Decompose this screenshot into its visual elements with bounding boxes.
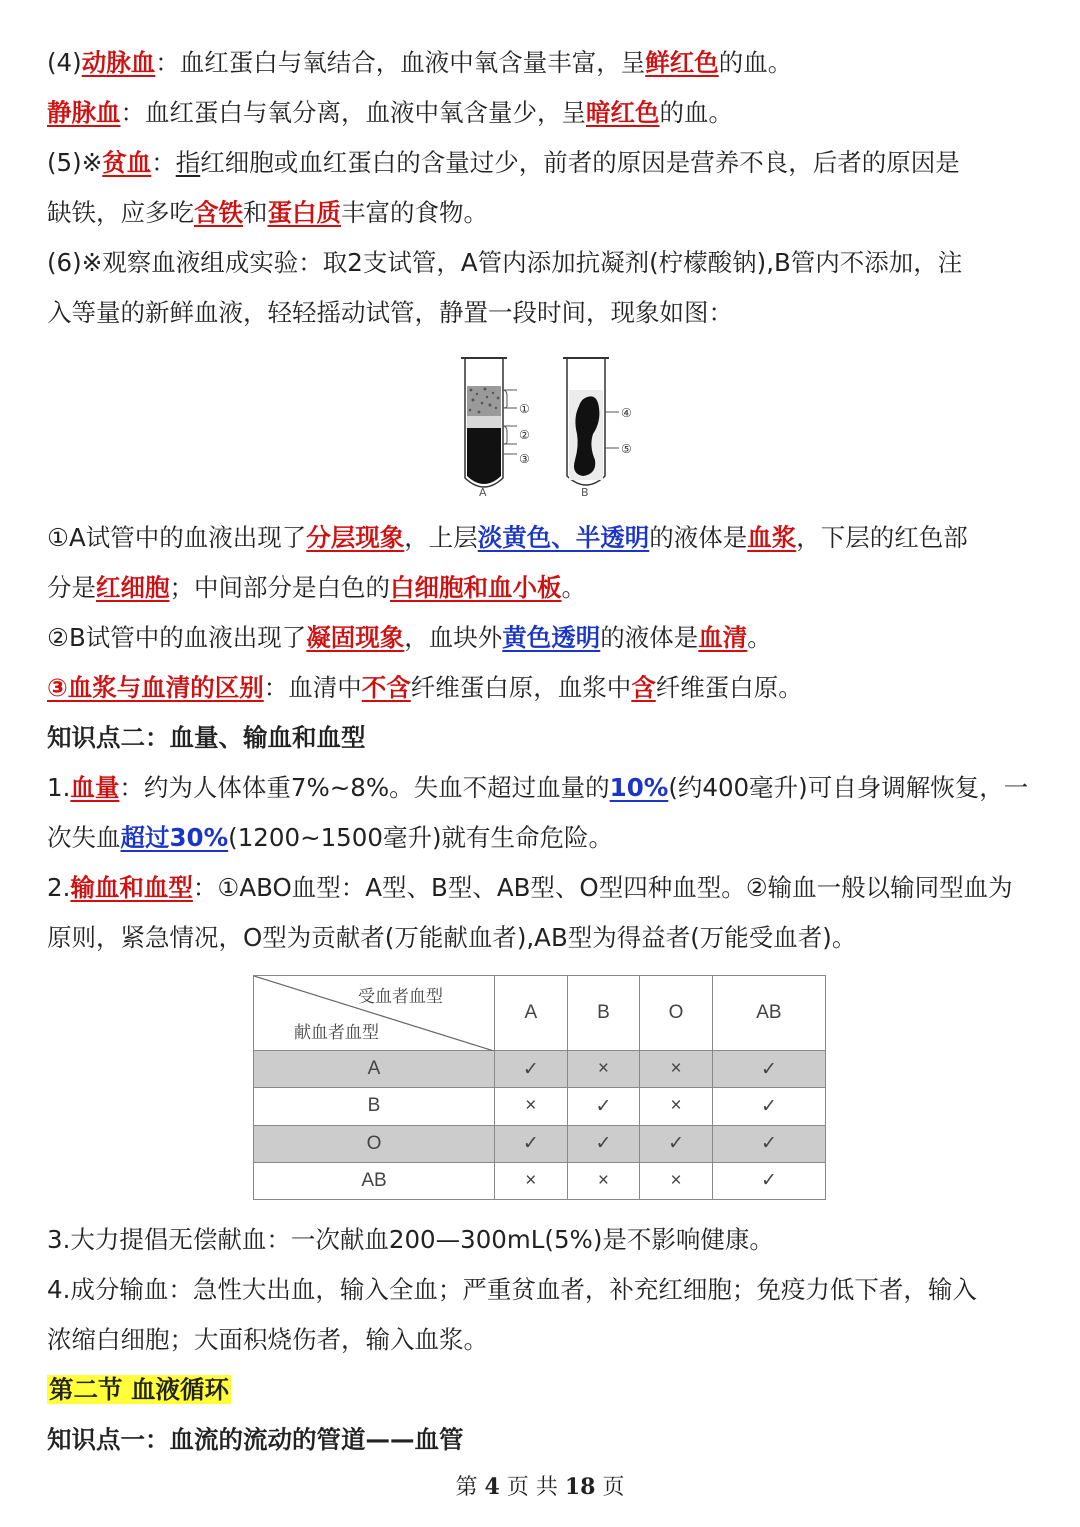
test-tube-figure — [455, 350, 635, 500]
text: 页 — [602, 1475, 625, 1500]
table-cell: ✓ — [712, 1162, 825, 1199]
table-cell: × — [640, 1088, 713, 1125]
text: ，血块外 — [404, 623, 503, 652]
column-header: O — [640, 976, 713, 1051]
keyword-white-cells-platelets: 白细胞和血小板 — [390, 573, 562, 602]
recipient-header: 受血者血型 — [358, 987, 443, 1007]
anemia-line-2 — [47, 196, 1040, 230]
marker-1: ① — [519, 402, 530, 416]
text: 分是 — [47, 573, 96, 602]
blood-volume-line-2 — [47, 821, 1040, 855]
text: ：①ABO血型：A型、B型、AB型、O型四种血型。②输血一般以输同型血为 — [192, 873, 1013, 902]
keyword-contain: 含 — [631, 673, 656, 702]
text: 红细胞或血红蛋白的含量过少，前者的原因是营养不良，后者的原因是 — [200, 148, 960, 177]
experiment-line-1: (6)※观察血液组成实验：取2支试管，A管内添加抗凝剂(柠檬酸钠),B管内不添加，注 — [47, 248, 963, 277]
keyword-pale-yellow: 淡黄色、半透明 — [477, 523, 650, 552]
term-arterial-blood: 动脉血 — [81, 48, 156, 77]
observation-1-line-2 — [47, 571, 1040, 605]
keyword-layering: 分层现象 — [306, 523, 405, 552]
text: (约400毫升)可自身调解恢复，一 — [668, 773, 1029, 802]
keyword-yellow-clear: 黄色透明 — [502, 623, 601, 652]
text: (1200~1500毫升)就有生命危险。 — [228, 823, 614, 852]
table-cell: × — [495, 1162, 568, 1199]
table-row — [254, 1125, 826, 1162]
keyword-red-cells: 红细胞 — [96, 573, 170, 602]
tube-a-label: A — [479, 486, 487, 499]
page-number: 4 — [484, 1474, 500, 1500]
text: 丰富的食物。 — [341, 198, 488, 227]
text: 纤维蛋白原，血浆中 — [410, 673, 632, 702]
text: 次失血 — [47, 823, 121, 852]
transfusion-line-2: 原则，紧急情况，O型为贡献者(万能献血者),AB型为得益者(万能受血者)。 — [47, 923, 857, 952]
donor-type: B — [254, 1088, 495, 1125]
text: ，下层的红色部 — [796, 523, 968, 552]
table-cell: ✓ — [712, 1051, 825, 1088]
keyword-10-percent: 10% — [609, 773, 669, 802]
experiment-line-2: 入等量的新鲜血液，轻轻摇动试管，静置一段时间，现象如图： — [47, 298, 733, 327]
table-cell: × — [567, 1051, 640, 1088]
total-pages: 18 — [564, 1474, 596, 1500]
keyword-serum: 血清 — [698, 623, 748, 652]
knowledge-point-1-title: 知识点一：血流的流动的管道——血管 — [47, 1425, 464, 1454]
venous-blood-line — [47, 96, 1040, 130]
text: 指 — [175, 148, 201, 177]
text: 的液体是 — [600, 623, 699, 652]
item-number: 2. — [47, 873, 71, 902]
text: 页 共 — [506, 1475, 558, 1500]
text: 纤维蛋白原。 — [655, 673, 803, 702]
item-number: (4) — [47, 48, 82, 77]
text: 缺铁，应多吃 — [47, 198, 194, 227]
text: ：血清中 — [263, 673, 362, 702]
term-venous-blood: 静脉血 — [47, 98, 121, 127]
section-heading-line — [47, 1373, 1040, 1407]
blood-volume-line-1 — [47, 771, 1040, 805]
keyword-not-contain: 不含 — [361, 673, 411, 702]
diagonal-header-cell — [254, 976, 495, 1051]
keyword-iron: 含铁 — [194, 198, 243, 227]
table-cell: × — [640, 1051, 713, 1088]
observation-2 — [47, 621, 1040, 655]
term-transfusion-blood-type: 输血和血型 — [70, 873, 193, 902]
marker-5: ⑤ — [621, 442, 632, 456]
component-transfusion-line-2: 浓缩白细胞；大面积烧伤者，输入血浆。 — [47, 1325, 488, 1354]
text: 和 — [243, 198, 268, 227]
column-header: A — [495, 976, 568, 1051]
table-cell: ✓ — [495, 1125, 568, 1162]
table-cell: × — [495, 1088, 568, 1125]
text: ：血红蛋白与氧分离，血液中氧含量少，呈 — [120, 98, 586, 127]
column-header: AB — [712, 976, 825, 1051]
keyword-clotting: 凝固现象 — [306, 623, 405, 652]
text: 。 — [747, 623, 772, 652]
keyword-plasma-vs-serum: ③血浆与血清的区别 — [47, 673, 264, 702]
knowledge-point-2-title: 知识点二：血量、输血和血型 — [47, 723, 366, 752]
anemia-line-1 — [47, 146, 1040, 180]
table-cell: ✓ — [495, 1051, 568, 1088]
table-cell: ✓ — [567, 1125, 640, 1162]
table-row — [254, 1088, 826, 1125]
marker-4: ④ — [621, 406, 632, 420]
arterial-blood-line — [47, 46, 1040, 80]
section-title: 第二节 血液循环 — [49, 1375, 230, 1404]
item-number: (5)※ — [47, 148, 103, 177]
table-cell: × — [640, 1162, 713, 1199]
table-cell: × — [567, 1162, 640, 1199]
text: 的血。 — [659, 98, 733, 127]
transfusion-line-1 — [47, 871, 1040, 905]
test-tube-a — [461, 358, 530, 499]
blood-type-compatibility-table — [253, 975, 826, 1200]
keyword-over-30-percent: 超过30% — [120, 823, 229, 852]
text: 。 — [561, 573, 586, 602]
donor-type: A — [254, 1051, 495, 1088]
text: ，上层 — [404, 523, 478, 552]
donor-header: 献血者血型 — [294, 1023, 379, 1043]
text: 第 — [455, 1475, 478, 1500]
text: 的液体是 — [649, 523, 748, 552]
table-cell: ✓ — [712, 1088, 825, 1125]
component-transfusion-line-1: 4.成分输血：急性大出血，输入全血；严重贫血者，补充红细胞；免疫力低下者，输入 — [47, 1275, 977, 1304]
text: ；中间部分是白色的 — [169, 573, 390, 602]
keyword-plasma: 血浆 — [747, 523, 797, 552]
table-cell: ✓ — [567, 1088, 640, 1125]
observation-3 — [47, 671, 1040, 705]
table-cell: ✓ — [712, 1125, 825, 1162]
table-header-row — [254, 976, 826, 1051]
table-row — [254, 1051, 826, 1088]
term-blood-volume: 血量 — [70, 773, 120, 802]
table-row — [254, 1162, 826, 1199]
text: ②B试管中的血液出现了 — [47, 623, 307, 652]
observation-1-line-1 — [47, 521, 1040, 555]
test-tube-b — [563, 358, 632, 499]
keyword-protein: 蛋白质 — [267, 198, 341, 227]
term-anemia: 贫血 — [102, 148, 152, 177]
keyword-bright-red: 鲜红色 — [645, 48, 719, 77]
page-footer — [0, 1470, 1080, 1501]
column-header: B — [567, 976, 640, 1051]
marker-2: ② — [519, 428, 530, 442]
table-cell: ✓ — [640, 1125, 713, 1162]
text: ①A试管中的血液出现了 — [47, 523, 307, 552]
text: ：约为人体体重7%~8%。失血不超过血量的 — [119, 773, 610, 802]
keyword-dark-red: 暗红色 — [586, 98, 660, 127]
blood-donation-line: 3.大力提倡无偿献血：一次献血200—300mL(5%)是不影响健康。 — [47, 1225, 774, 1254]
marker-3: ③ — [519, 452, 530, 466]
donor-type: O — [254, 1125, 495, 1162]
tube-b-label: B — [581, 486, 589, 499]
donor-type: AB — [254, 1162, 495, 1199]
item-number: 1. — [47, 773, 71, 802]
text: ：血红蛋白与氧结合，血液中氧含量丰富，呈 — [155, 48, 646, 77]
text: ： — [151, 148, 176, 177]
text: 的血。 — [718, 48, 793, 77]
